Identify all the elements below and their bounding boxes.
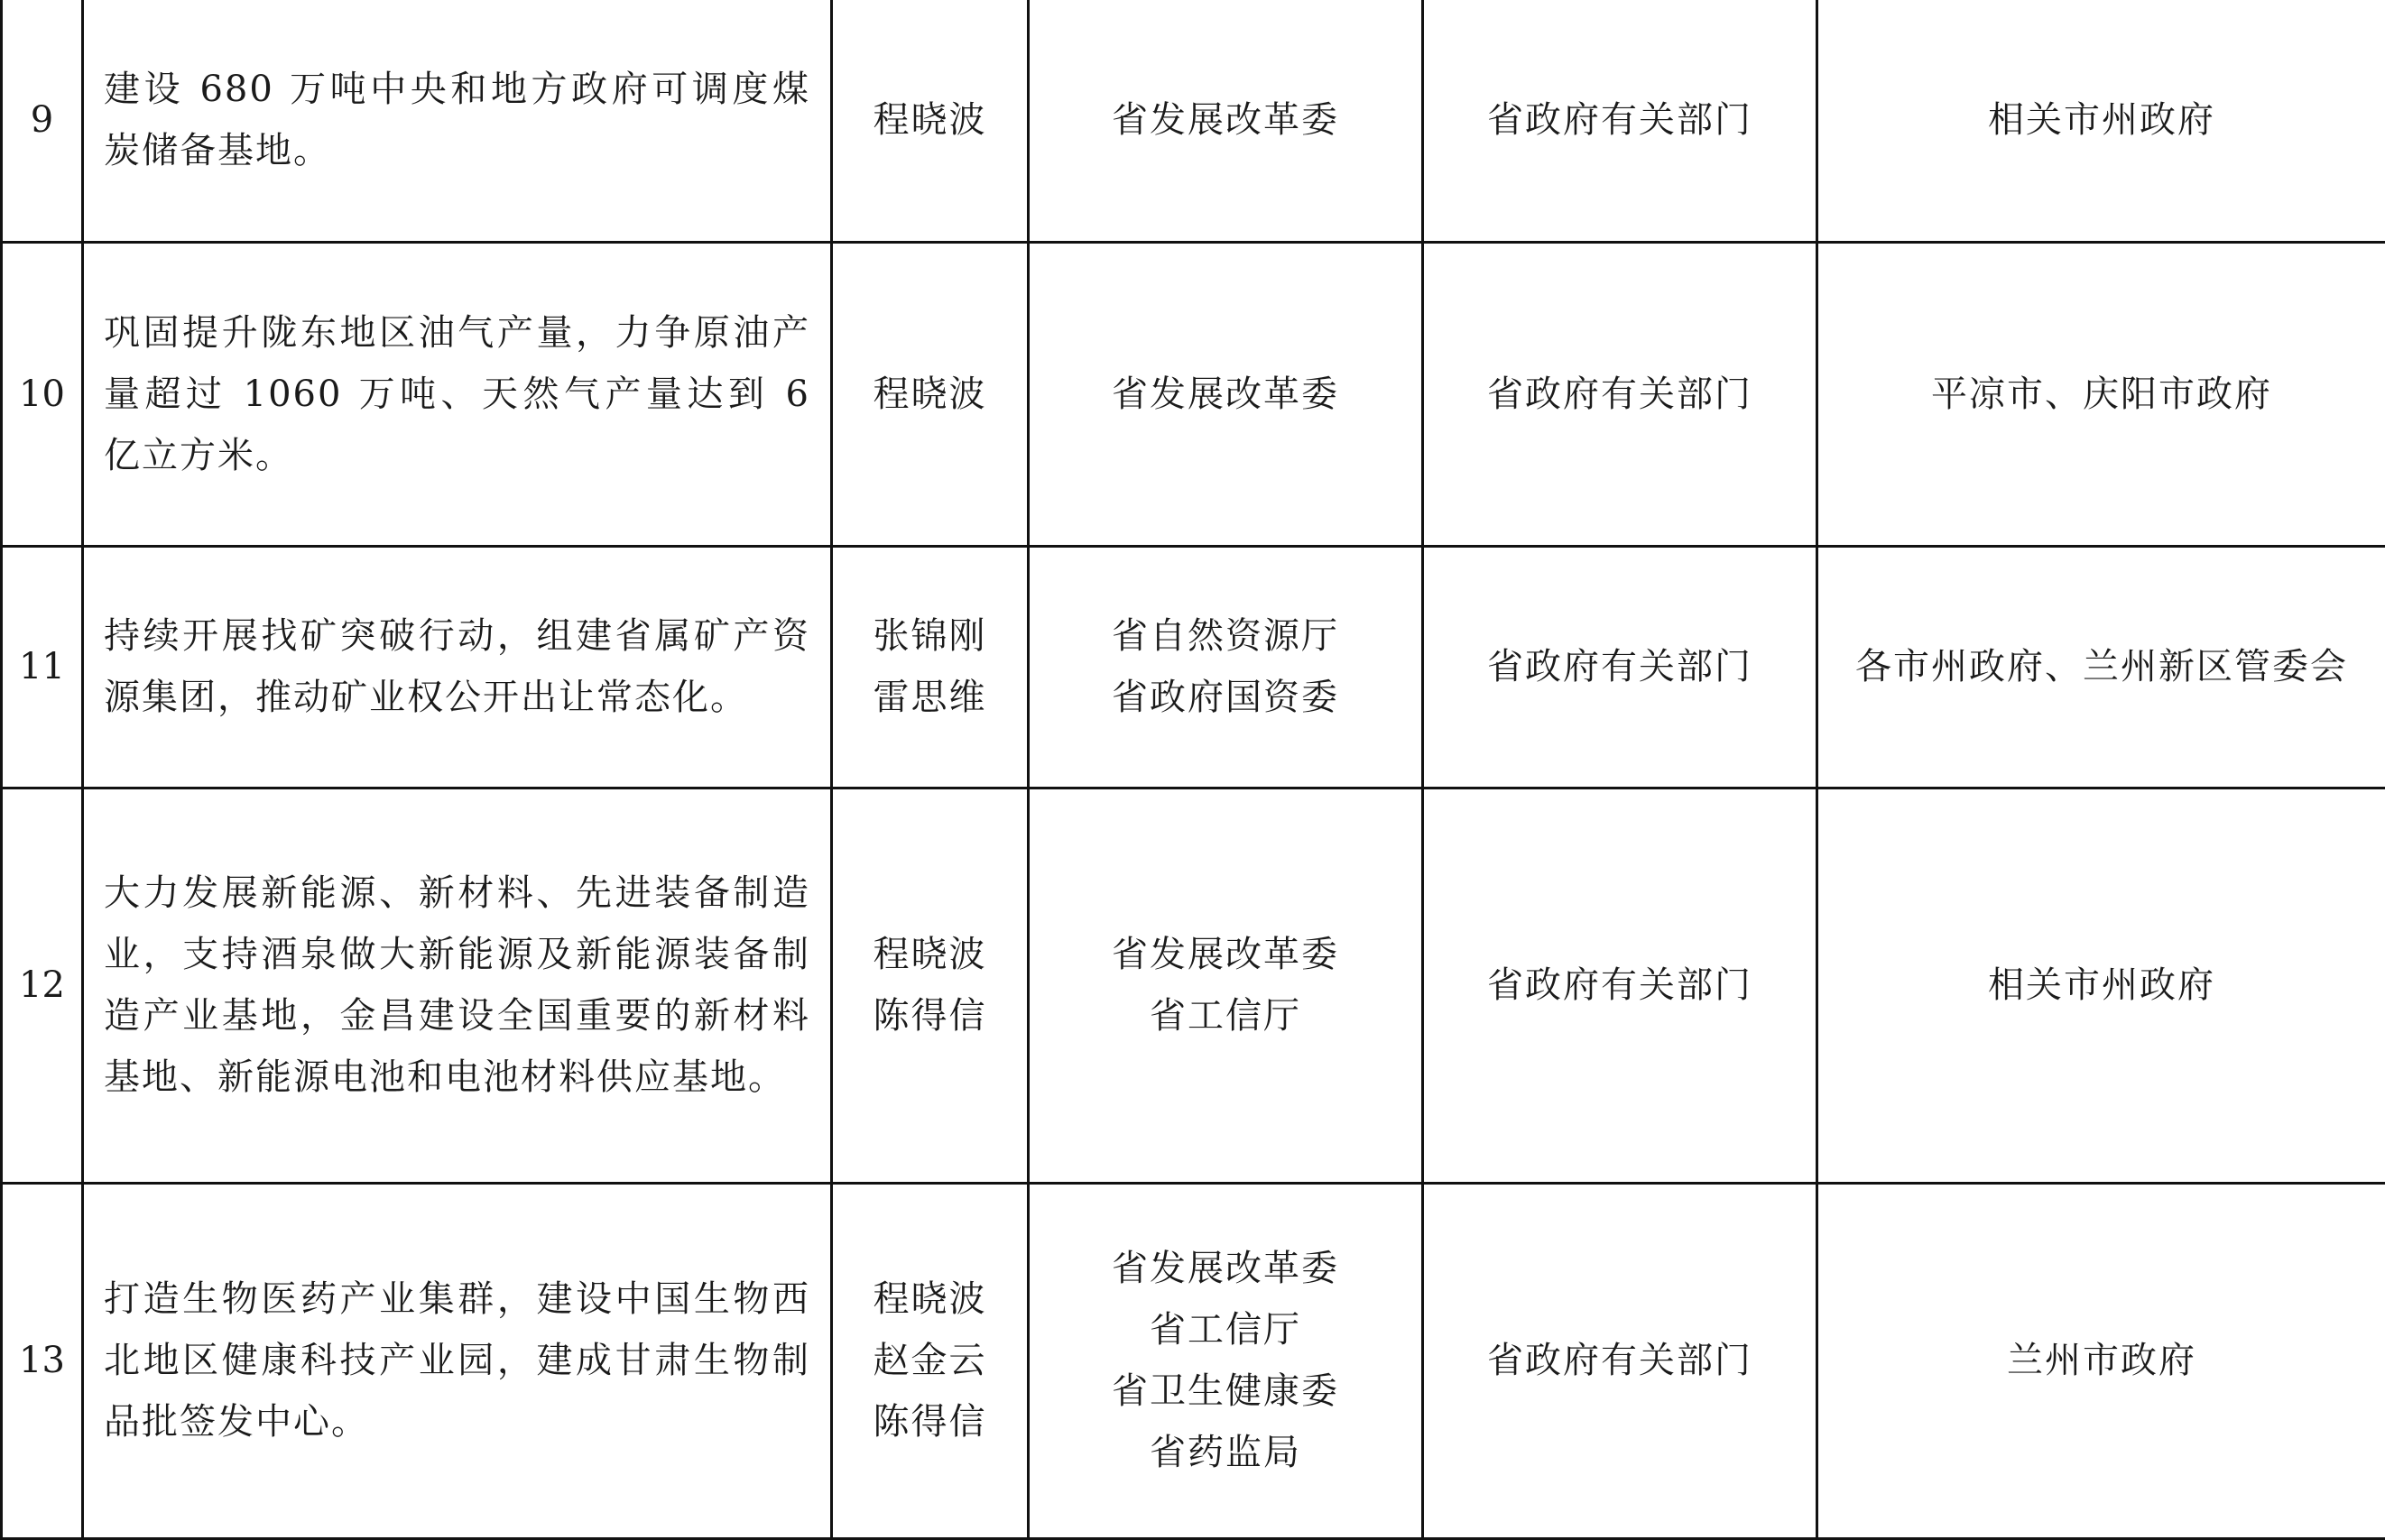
task-description: 巩固提升陇东地区油气产量，力争原油产量超过 1060 万吨、天然气产量达到 6 亿立方米。 bbox=[83, 242, 832, 546]
table-row bbox=[2, 546, 2385, 788]
cooperating-units: 省政府有关部门 bbox=[1423, 546, 1817, 788]
local-units: 各市州政府、兰州新区管委会 bbox=[1817, 546, 2385, 788]
task-description: 持续开展找矿突破行动，组建省属矿产资源集团，推动矿业权公开出让常态化。 bbox=[83, 546, 832, 788]
leader-name: 赵金云 bbox=[833, 1330, 1027, 1391]
lead-unit: 省发展改革委 bbox=[1030, 364, 1421, 425]
table-row bbox=[2, 1183, 2385, 1538]
leader-name: 陈得信 bbox=[833, 985, 1027, 1047]
cooperating-units: 省政府有关部门 bbox=[1423, 1183, 1817, 1538]
responsible-leaders bbox=[832, 546, 1029, 788]
task-description: 打造生物医药产业集群，建设中国生物西北地区健康科技产业园，建成甘肃生物制品批签发中心。 bbox=[83, 1183, 832, 1538]
table-row bbox=[2, 788, 2385, 1183]
cooperating-units: 省政府有关部门 bbox=[1423, 788, 1817, 1183]
leader-name: 陈得信 bbox=[833, 1391, 1027, 1452]
lead-unit: 省药监局 bbox=[1030, 1422, 1421, 1483]
lead-unit: 省政府国资委 bbox=[1030, 667, 1421, 728]
lead-unit: 省工信厅 bbox=[1030, 1299, 1421, 1360]
lead-unit: 省发展改革委 bbox=[1030, 1238, 1421, 1299]
lead-unit: 省发展改革委 bbox=[1030, 89, 1421, 151]
leader-name: 张锦刚 bbox=[833, 605, 1027, 667]
lead-unit: 省自然资源厅 bbox=[1030, 605, 1421, 667]
local-units: 平凉市、庆阳市政府 bbox=[1817, 242, 2385, 546]
cooperating-units: 省政府有关部门 bbox=[1423, 0, 1817, 242]
lead-units bbox=[1029, 788, 1423, 1183]
responsible-leaders bbox=[832, 1183, 1029, 1538]
lead-units bbox=[1029, 1183, 1423, 1538]
responsible-leaders bbox=[832, 0, 1029, 242]
leader-name: 雷思维 bbox=[833, 667, 1027, 728]
task-description: 建设 680 万吨中央和地方政府可调度煤炭储备基地。 bbox=[83, 0, 832, 242]
row-number: 9 bbox=[2, 0, 83, 242]
row-number: 10 bbox=[2, 242, 83, 546]
responsible-leaders bbox=[832, 242, 1029, 546]
lead-unit: 省发展改革委 bbox=[1030, 924, 1421, 985]
lead-units bbox=[1029, 242, 1423, 546]
responsible-leaders bbox=[832, 788, 1029, 1183]
leader-name: 程晓波 bbox=[833, 924, 1027, 985]
lead-units bbox=[1029, 546, 1423, 788]
task-description: 大力发展新能源、新材料、先进装备制造业，支持酒泉做大新能源及新能源装备制造产业基地，金昌建设全国重要的新材料基地、新能源电池和电池材料供应基地。 bbox=[83, 788, 832, 1183]
row-number: 13 bbox=[2, 1183, 83, 1538]
local-units: 相关市州政府 bbox=[1817, 0, 2385, 242]
leader-name: 程晓波 bbox=[833, 1268, 1027, 1330]
row-number: 11 bbox=[2, 546, 83, 788]
lead-unit: 省工信厅 bbox=[1030, 985, 1421, 1047]
table-row bbox=[2, 242, 2385, 546]
table-row bbox=[2, 0, 2385, 242]
row-number: 12 bbox=[2, 788, 83, 1183]
leader-name: 程晓波 bbox=[833, 364, 1027, 425]
local-units: 相关市州政府 bbox=[1817, 788, 2385, 1183]
lead-unit: 省卫生健康委 bbox=[1030, 1360, 1421, 1422]
cooperating-units: 省政府有关部门 bbox=[1423, 242, 1817, 546]
leader-name: 程晓波 bbox=[833, 89, 1027, 151]
lead-units bbox=[1029, 0, 1423, 242]
local-units: 兰州市政府 bbox=[1817, 1183, 2385, 1538]
